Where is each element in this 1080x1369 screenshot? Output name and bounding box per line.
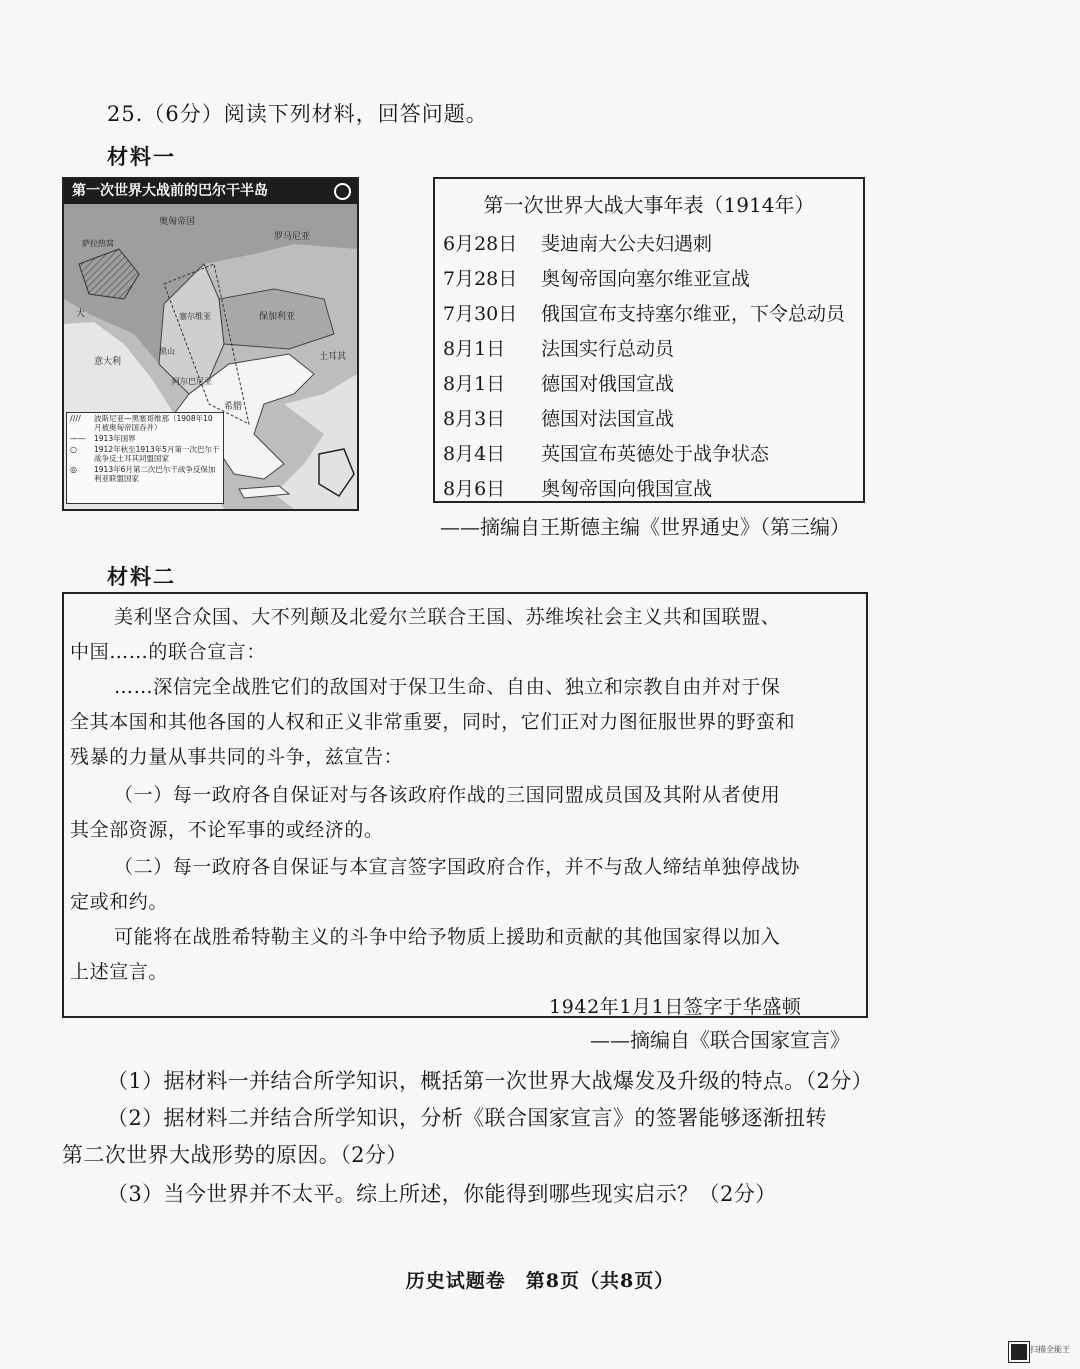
timeline-event: 俄国宣布支持塞尔维亚，下令总动员 — [541, 303, 846, 325]
declaration-line: 其全部资源，不论军事的或经济的。 — [70, 819, 384, 841]
scanner-watermark: 扫描全能王 — [1030, 1345, 1070, 1354]
map-label-albania: 阿尔巴尼亚 — [172, 377, 212, 386]
map-title-circle-icon — [334, 183, 351, 200]
question-2: （2）据材料二并结合所学知识，分析《联合国家宣言》的签署能够逐渐扭转 — [107, 1106, 827, 1130]
timeline-event: 法国实行总动员 — [541, 338, 675, 360]
legend-text: 1913年6月第二次巴尔干战争反保加利亚联盟国家 — [94, 465, 216, 483]
timeline-date: 8月4日 — [443, 443, 506, 465]
timeline-event: 奥匈帝国向俄国宣战 — [541, 478, 713, 500]
timeline-event: 奥匈帝国向塞尔维亚宣战 — [541, 268, 751, 290]
timeline-date: 6月28日 — [443, 233, 518, 255]
declaration-line: （一）每一政府各自保证对与各该政府作战的三国同盟成员国及其附从者使用 — [114, 784, 781, 806]
declaration-line: 全其本国和其他各国的人权和正义非常重要，同时，它们正对力图征服世界的野蛮和 — [70, 711, 796, 733]
page-footer: 历史试题卷 第8页（共8页） — [405, 1270, 675, 1292]
question-2-continued: 第二次世界大战形势的原因。（2分） — [62, 1143, 408, 1167]
map-label-austria-hungary: 奥匈帝国 — [159, 217, 196, 227]
declaration-line: （二）每一政府各自保证与本宣言签字国政府合作，并不与敌人缔结单独停战协 — [114, 856, 801, 878]
timeline-row — [443, 474, 712, 501]
timeline-event: 斐迪南大公夫妇遇刺 — [541, 233, 713, 255]
declaration-line: 上述宣言。 — [70, 961, 169, 983]
legend-hatch-icon: //// — [70, 414, 81, 423]
material-two-label: 材料二 — [107, 564, 176, 589]
map-label-sarajevo: 萨拉热窝 — [82, 239, 114, 248]
timeline-title: 第一次世界大战大事年表（1914年） — [483, 193, 815, 217]
map-label-greece: 希腊 — [224, 402, 243, 412]
timeline-event: 英国宣布英德处于战争状态 — [541, 443, 770, 465]
timeline-event: 德国对法国宣战 — [541, 408, 675, 430]
legend-text: 1913年国界 — [94, 434, 136, 443]
map-label-turkey: 土耳其 — [319, 352, 347, 362]
declaration-line: 定或和约。 — [70, 891, 169, 913]
map-label-romania: 罗马尼亚 — [274, 232, 311, 242]
map-title-text: 第一次世界大战前的巴尔干半岛 — [72, 183, 268, 199]
timeline-row — [443, 299, 845, 326]
declaration-line: 中国……的联合宣言： — [70, 641, 267, 663]
timeline-row — [443, 404, 674, 431]
map-label-da: 大 — [76, 309, 86, 319]
timeline-row — [443, 264, 750, 291]
ww1-timeline-table — [433, 177, 865, 503]
declaration-line: 残暴的力量从事共同的斗争，兹宣告： — [70, 746, 404, 768]
map-label-montenegro: 黑山 — [159, 347, 175, 356]
declaration-line: 美利坚合众国、大不列颠及北爱尔兰联合王国、苏维埃社会主义共和国联盟、 — [114, 606, 781, 628]
legend-text: 1912年秋至1913年5月第一次巴尔干战争反土耳其同盟国家 — [94, 445, 220, 463]
material-one-label: 材料一 — [107, 144, 176, 169]
material-one-source: ——摘编自王斯德主编《世界通史》（第三编） — [440, 515, 850, 539]
question-header: 25.（6分）阅读下列材料，回答问题。 — [107, 102, 488, 126]
legend-text: 波斯尼亚—黑塞哥维那（1908年10月被奥匈帝国吞并） — [94, 414, 213, 432]
qr-code-icon — [1009, 1342, 1029, 1362]
timeline-date: 8月1日 — [443, 338, 506, 360]
question-1: （1）据材料一并结合所学知识，概括第一次世界大战爆发及升级的特点。（2分） — [107, 1069, 874, 1093]
timeline-row — [443, 229, 712, 256]
declaration-line: 可能将在战胜希特勒主义的斗争中给予物质上援助和贡献的其他国家得以加入 — [114, 926, 781, 948]
map-label-bulgaria: 保加利亚 — [259, 312, 296, 322]
map-legend — [66, 412, 224, 504]
timeline-row — [443, 334, 674, 361]
legend-circle-icon: ○ — [70, 445, 77, 454]
map-label-italy: 意大利 — [94, 357, 122, 367]
declaration-line: ……深信完全战胜它们的敌国对于保卫生命、自由、独立和宗教自由并对于保 — [114, 676, 781, 698]
map-label-serbia: 塞尔维亚 — [179, 312, 211, 321]
material-two-source: ——摘编自《联合国家宣言》 — [590, 1028, 850, 1052]
declaration-text-box — [62, 592, 868, 1018]
timeline-row — [443, 369, 674, 396]
declaration-signature: 1942年1月1日签字于华盛顿 — [549, 996, 802, 1018]
legend-row — [67, 413, 223, 433]
balkan-map — [62, 177, 359, 511]
timeline-row — [443, 439, 769, 466]
timeline-date: 8月3日 — [443, 408, 506, 430]
legend-row — [67, 433, 223, 444]
legend-border-line-icon: —— — [70, 434, 86, 443]
question-3: （3）当今世界并不太平。综上所述，你能得到哪些现实启示？（2分） — [107, 1182, 777, 1206]
timeline-date: 8月1日 — [443, 373, 506, 395]
timeline-date: 7月30日 — [443, 303, 518, 325]
legend-row — [67, 444, 223, 464]
timeline-event: 德国对俄国宣战 — [541, 373, 675, 395]
timeline-date: 7月28日 — [443, 268, 518, 290]
timeline-date: 8月6日 — [443, 478, 506, 500]
legend-row — [67, 464, 223, 484]
legend-double-circle-icon: ◎ — [70, 465, 77, 474]
map-title — [64, 179, 357, 204]
